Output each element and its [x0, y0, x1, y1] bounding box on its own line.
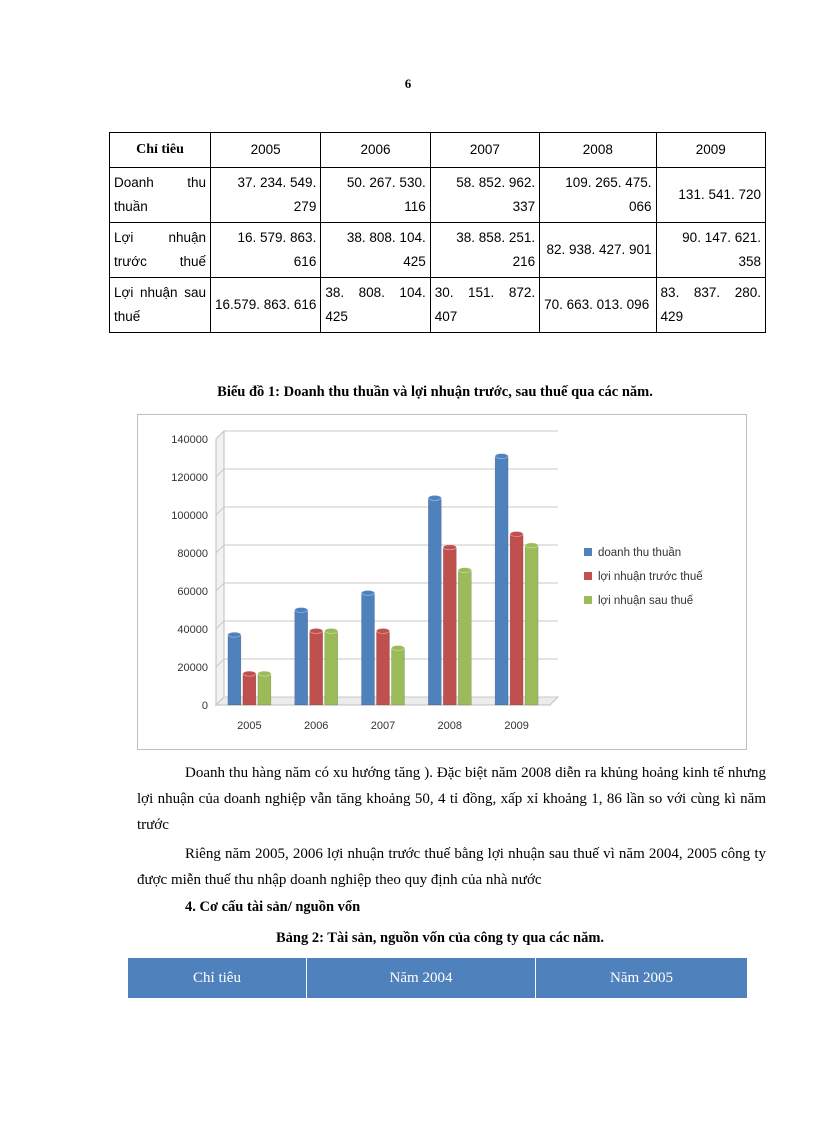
table-cell: 83. 837. 280. 429 [656, 278, 765, 333]
table-row [110, 168, 766, 223]
table-header-label: Chỉ tiêu [110, 133, 211, 168]
table-cell: 70. 663. 013. 096 [540, 278, 656, 333]
table-header-year: 2007 [430, 133, 539, 168]
x-tick-label: 2005 [237, 720, 262, 732]
bar-top [458, 568, 471, 573]
y-tick-label: 40000 [177, 624, 208, 636]
chart-frame [137, 414, 747, 750]
table-cell: 90. 147. 621. 358 [656, 223, 765, 278]
x-tick-label: 2006 [303, 720, 329, 732]
bar [362, 593, 375, 705]
gridline [216, 431, 558, 439]
table-cell: 38. 808. 104. 425 [321, 278, 430, 333]
legend-swatch [584, 596, 592, 604]
bar-chart [138, 415, 746, 749]
bar-top [243, 671, 256, 676]
y-tick-label: 20000 [177, 662, 208, 674]
bar-top [258, 671, 271, 676]
table-header-row [128, 958, 747, 998]
table-header-year: 2005 [211, 133, 321, 168]
bar [510, 534, 523, 705]
bar [325, 631, 338, 705]
bar [310, 631, 323, 705]
table-header-cell: Năm 2005 [536, 958, 748, 998]
page-number: 6 [404, 76, 412, 91]
paragraph-2 [137, 841, 766, 893]
y-tick-label: 100000 [171, 510, 208, 522]
side-wall [216, 431, 224, 705]
table-header-cell: Năm 2004 [307, 958, 536, 998]
table-cell: 50. 267. 530. 116 [321, 168, 430, 223]
row-label: Lợi nhuận sau thuế [110, 278, 211, 333]
paragraph-text: Doanh thu hàng năm có xu hướng tăng ). Đặc biệt năm 2008 diễn ra khủng hoảng kinh tế nhưng lợi nhuận của doanh nghiệp vẫn tăng khoảng 50, 4 tỉ đồng, xấp xỉ khoảng 1, 86 lần so với cùng kì năm trước [137, 765, 766, 833]
y-tick-label: 120000 [171, 472, 208, 484]
table-header-year: 2006 [321, 133, 430, 168]
bar-top [510, 532, 523, 537]
bar-top [495, 454, 508, 459]
table-cell: 16. 579. 863. 616 [211, 223, 321, 278]
paragraph-1 [137, 760, 766, 838]
table-header-year: 2009 [656, 133, 765, 168]
table-header-year: 2008 [540, 133, 656, 168]
table-cell: 58. 852. 962. 337 [430, 168, 539, 223]
financial-table [109, 132, 766, 333]
assets-table-header [128, 958, 747, 998]
legend-label: lợi nhuận trước thuế [598, 571, 703, 583]
x-tick-label: 2009 [504, 720, 529, 732]
legend-swatch [584, 572, 592, 580]
table-header-row [110, 133, 766, 168]
bar [228, 635, 241, 705]
table-cell: 38. 808. 104. 425 [321, 223, 430, 278]
bar [392, 648, 405, 705]
bar [525, 545, 538, 705]
bar-top [428, 495, 441, 500]
y-tick-label: 140000 [171, 434, 208, 446]
table-header-cell: Chỉ tiêu [128, 958, 307, 998]
row-label: Doanh thu thuần [110, 168, 211, 223]
table-cell: 16.579. 863. 616 [211, 278, 321, 333]
y-tick-label: 0 [201, 700, 208, 712]
bar-top [325, 628, 338, 633]
bar-top [377, 628, 390, 633]
legend-label: lợi nhuận sau thuế [598, 595, 694, 607]
bar [295, 610, 308, 705]
table-cell: 109. 265. 475. 066 [540, 168, 656, 223]
bar-top [443, 545, 456, 550]
y-tick-label: 60000 [177, 586, 208, 598]
bar [377, 631, 390, 705]
bar-top [525, 543, 538, 548]
bar [243, 674, 256, 705]
table-cell: 38. 858. 251. 216 [430, 223, 539, 278]
bar [258, 674, 271, 705]
table-cell: 37. 234. 549. 279 [211, 168, 321, 223]
bar [458, 570, 471, 705]
legend-swatch [584, 548, 592, 556]
bar-top [392, 646, 405, 651]
row-label: Lợi nhuận trước thuế [110, 223, 211, 278]
x-tick-label: 2008 [437, 720, 463, 732]
x-tick-label: 2007 [370, 720, 396, 732]
y-tick-label: 80000 [177, 548, 208, 560]
bar [428, 498, 441, 705]
table-row [110, 278, 766, 333]
bar [495, 456, 508, 705]
section-heading: 4. Cơ cấu tài sản/ nguồn vốn [185, 899, 361, 915]
chart-caption: Biểu đồ 1: Doanh thu thuần và lợi nhuận trước, sau thuế qua các năm. [217, 384, 653, 400]
table2-caption: Bảng 2: Tài sản, nguồn vốn của công ty qua các năm. [275, 930, 605, 946]
bar-top [362, 590, 375, 595]
paragraph-text: Riêng năm 2005, 2006 lợi nhuận trước thuế bằng lợi nhuận sau thuế vì năm 2004, 2005 công ty được miễn thuế thu nhập doanh nghiệp theo quy định của nhà nước [137, 846, 766, 888]
bar [443, 547, 456, 705]
bar-top [228, 632, 241, 637]
bar-top [310, 628, 323, 633]
table-cell: 82. 938. 427. 901 [540, 223, 656, 278]
table-cell: 30. 151. 872. 407 [430, 278, 539, 333]
table-row [110, 223, 766, 278]
bar-top [295, 608, 308, 613]
legend-label: doanh thu thuần [598, 547, 682, 559]
table-cell: 131. 541. 720 [656, 168, 765, 223]
